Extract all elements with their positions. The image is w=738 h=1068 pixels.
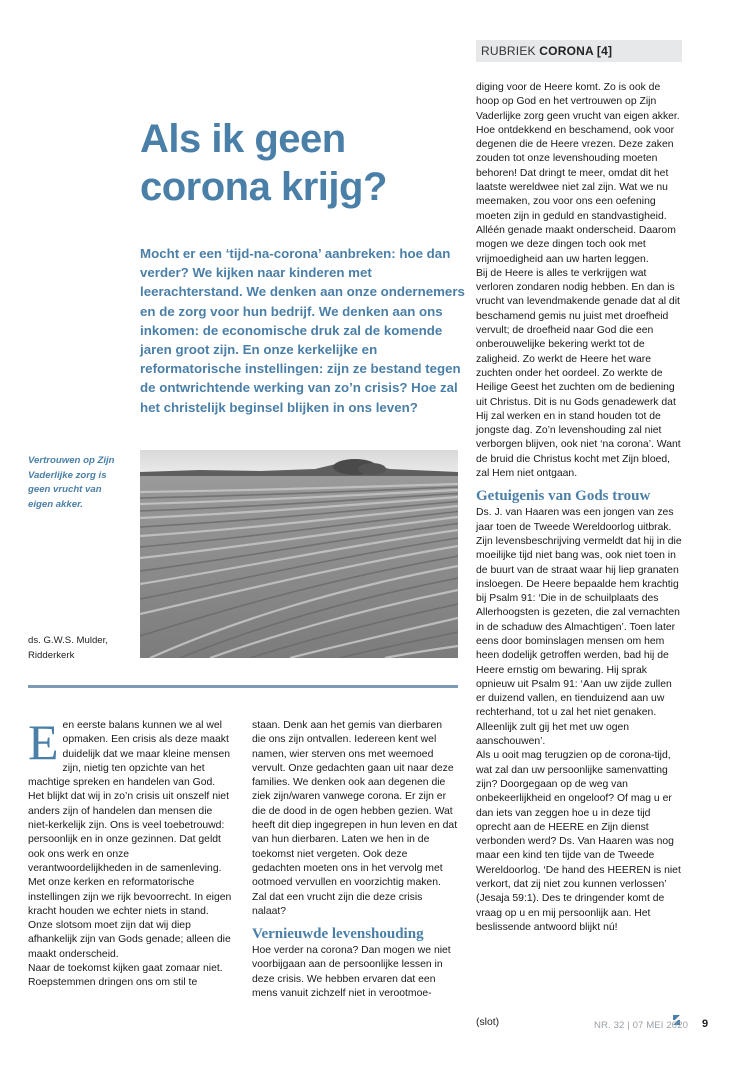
subheading: Getuigenis van Gods trouw [476, 488, 651, 505]
section-label-name: CORONA [4] [539, 44, 613, 58]
drop-cap: E [28, 714, 59, 770]
author-byline [28, 633, 138, 663]
body-paragraph: Naar de toekomst kijken gaat zomaar niet. Roepstemmen dringen ons om stil te [28, 963, 223, 989]
body-paragraph: diging voor de Heere komt. Zo is ook de hoop op God en het vertrouwen op Zijn Vaderlijke zorg geen vrucht van eigen akker. Hoe ontdekkend en beschamend, ook voor degenen die de Heere vrezen. Deze zaken zouden tot onze levenshouding moeten behoren! Dat dringt te meer, omdat dit het laatste wereldwee niet zal zijn. Wat we nu meemaken, zou voor ons een oefening moeten zijn in geduld en standvastigheid. Alléén genade maakt onderscheid. Daarom mogen we deze dingen toch ook met vrijmoedigheid aan uw harten leggen. [476, 82, 680, 265]
article-lead: Mocht er een ‘tijd-na-corona’ aanbreken: hoe dan verder? We kijken naar kinderen met leerachterstand. We denken aan onze ondernemers en de zorg voor hun bedrijf. We denken aan ons inkomen: de economische druk zal de komende jaren groot zijn. En onze kerkelijke en reformatorische instellingen: zijn ze bestand tegen de ontwrichtende werking van zo’n crisis? Hoe zal het christelijk beginsel blijken in ons leven? [140, 246, 465, 415]
section-label-prefix: RUBRIEK [481, 44, 536, 58]
section-label [476, 40, 682, 62]
article-title: Als ik geen corona krijg? [140, 117, 387, 209]
ploughed-field-image [140, 450, 458, 658]
page-number: 9 [702, 1018, 709, 1030]
body-paragraph: Als u ooit mag terugzien op de corona-tijd, wat zal dan uw persoonlijke samenvatting zijn? Doorgegaan op de weg van onbekeerlijkheid en ongeloof? Of mag u er dan iets van zeggen hoe u in deze tijd oprecht aan de HEERE en Zijn dienst verbonden werd? Ds. Van Haaren was nog maar een kind ten tijde van de Tweede Wereldoorlog. ‘De hand des HEEREN is niet verkort, dat zij niet zou kunnen verlossen’ (Jesaja 59:1). Des te dringender komt de vraag op u en mij persoonlijk aan. Het beslissende antwoord blijkt nú! [476, 750, 681, 933]
body-paragraph: staan. Denk aan het gemis van dierbaren die ons zijn ontvallen. Iedereen kent wel namen, wier sterven ons met weemoed vervult. Onze gedachten gaan uit naar deze families. We denken ook aan degenen die ziek zijn/waren vanwege corona. Er zijn er die de dood in de ogen hebben gezien. Wat heeft dit diep ingegrepen in hun leven en dat van hun dierbaren. Laten we hen in de toekomst niet vergeten. Ook deze gedachten moeten ons in het vervolg met ootmoed vervullen en voorzichtig maken. Zal dat een vrucht zijn die deze crisis nalaat? [252, 720, 458, 917]
author-name: ds. G.W.S. Mulder, [28, 635, 108, 646]
body-paragraph: Ds. J. van Haaren was een jongen van zes jaar toen de Tweede Wereldoorlog uitbrak. Zijn levensbeschrijving vermeldt dat hij in die moeilijke tijd niet bang was, ook niet toen in de buurt van de straat waar hij liep granaten insloegen. De Heere bepaalde hem krachtig bij Psalm 91: ‘Die in de schuilplaats des Allerhoogsten is gezeten, die zal vernachten in de schaduw des Almachtigen’. Toen later eens door bominslagen mensen om hem heen dodelijk getroffen werden, bad hij de Heere ernstig om bewaring. Hij sprak opnieuw uit Psalm 91: ‘Aan uw zijde zullen er duizend vallen, en tienduizend aan uw rechterhand, tot u zal het niet genaken. Alleenlijk zult gij het met uw ogen aanschouwen’. [476, 507, 682, 748]
body-paragraph: en eerste balans kunnen we al wel opmaken. Een crisis als deze maakt duidelijk dat we maar kleine mensen zijn, nietig ten opzichte van het machtige spreken en handelen van God. Het blijkt dat wij in zo’n crisis uit onszelf niet anders zijn of handelen dan mensen die niet-kerkelijk zijn. Ons is veel toebetrouwd: persoonlijk en in onze gezinnen. Dat geldt ook ons werk en onze verantwoordelijkheden in de samenleving. Met onze kerken en reformatorische instellingen zijn we rijk bevoorrecht. In eigen kracht houden we echter niets in stand. Onze slotsom moet zijn dat wij diep afhankelijk zijn van Gods genade; alleen die maakt onderscheid. [28, 720, 232, 960]
text-column-1 [28, 714, 233, 991]
section-divider [28, 685, 458, 688]
photo-caption: Vertrouwen op Zijn Vaderlijke zorg is geen vrucht van eigen akker. [28, 455, 115, 510]
article-photo [140, 450, 458, 658]
article-end-label: (slot) [476, 1017, 500, 1028]
body-paragraph: Hoe verder na corona? Dan mogen we niet voorbijgaan aan de persoonlijke lessen in deze crisis. We hebben ervaren dat een mens vanuit zichzelf niet in verootmoe- [252, 945, 451, 1000]
issue-info: NR. 32 | 07 MEI 2020 [594, 1020, 689, 1031]
body-paragraph: Bij de Heere is alles te verkrijgen wat verloren zondaren nodig hebben. En dan is vrucht van levendmakende genade dat al dit beschamend gemis nu juist met droefheid vervult; de droefheid naar God die een onberouwelijke bekering werkt tot de zaligheid. Zo werkt de Heere het ware zuchten onder het oordeel. Zo werkte de Heilige Geest het zuchten om de bediening uit Christus. Dit is nu Gods genadewerk dat Hij zal werken en in stand houden tot de jongste dag. Zo’n levenshouding zal niet verborgen blijven, ook niet ‘na corona’. Want de bruid die Christus kocht met Zijn bloed, zal Hem niet ontgaan. [476, 267, 681, 480]
text-column-3 [476, 81, 682, 935]
subheading: Vernieuwde levenshouding [252, 926, 424, 943]
author-place: Ridderkerk [28, 650, 75, 661]
text-column-2 [252, 719, 458, 1001]
